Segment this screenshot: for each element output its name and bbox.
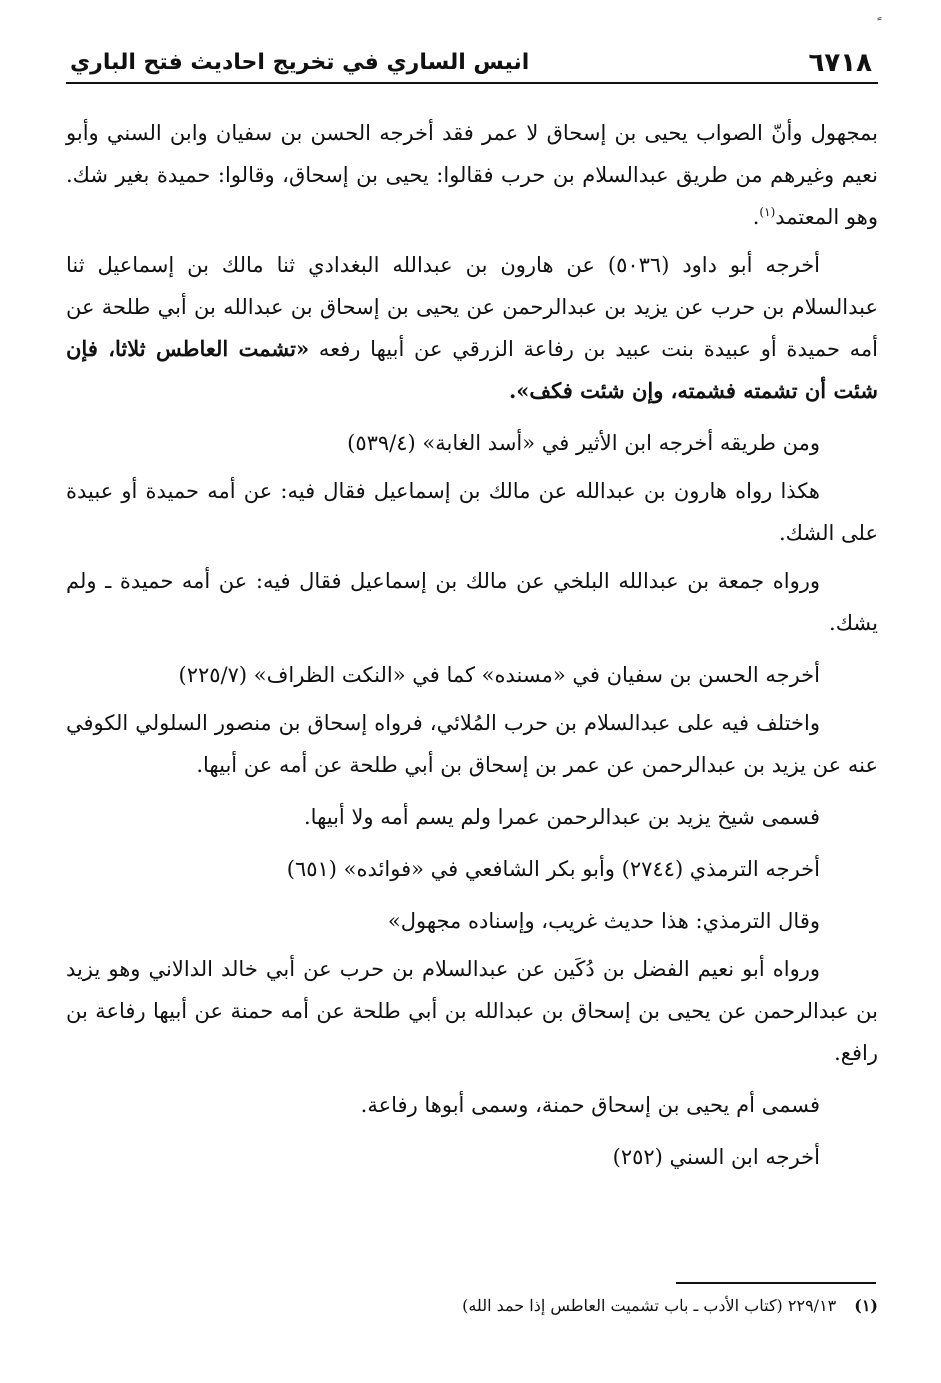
- paragraph-5: ورواه جمعة بن عبدالله البلخي عن مالك بن إسماعيل فقال فيه: عن أمه حميدة ـ ولم يشك.: [66, 569, 878, 635]
- paragraph-9: أخرجه الترمذي (٢٧٤٤) وأبو بكر الشافعي في «فوائده» (٦٥١): [286, 857, 820, 881]
- paragraph-3: ومن طريقه أخرجه ابن الأثير في «أسد الغابة» (٥٣٩/٤): [347, 431, 820, 455]
- paragraph-1: [66, 112, 878, 238]
- paragraph-1-tail: .: [752, 205, 760, 229]
- page-header: [66, 44, 878, 84]
- paragraph-7: واختلف فيه على عبدالسلام بن حرب المُلائي، فرواه إسحاق بن منصور السلولي الكوفي عنه عن يزيد بن عبدالرحمن عن عمر بن إسحاق بن أبي طلحة عن أمه عن أبيها.: [66, 711, 878, 777]
- paragraph-4: هكذا رواه هارون بن عبدالله عن مالك بن إسماعيل فقال فيه: عن أمه حميدة أو عبيدة على الشك.: [66, 479, 878, 545]
- footnote-marker: (١): [854, 1296, 878, 1315]
- paragraph-1-text: بمجهول وأنّ الصواب يحيى بن إسحاق لا عمر فقد أخرجه الحسن بن سفيان وابن السني وأبو نعيم وغيرهم من طريق عبدالسلام بن حرب فقالوا: يحيى بن إسحاق، وقالوا: حميدة بغير شك. وهو المعتمد: [66, 121, 878, 229]
- paragraph-10: وقال الترمذي: هذا حديث غريب، وإسناده مجهول»: [387, 909, 820, 933]
- footnote-separator: [676, 1282, 876, 1284]
- footnote: [66, 1293, 878, 1319]
- paragraph-2-text: أخرجه أبو داود (٥٠٣٦) عن هارون بن عبدالله البغدادي ثنا مالك بن إسماعيل ثنا عبدالسلام بن حرب عن يزيد بن عبدالرحمن عن يحيى بن إسحاق بن عبدالله بن أبي طلحة عن أمه حميدة أو عبيدة بنت عبيد بن رفاعة الزرقي عن أبيها رفعه: [66, 253, 879, 361]
- paragraph-12: فسمى أم يحيى بن إسحاق حمنة، وسمى أبوها رفاعة.: [360, 1093, 820, 1117]
- page-number: ٦٧١٨: [808, 48, 872, 78]
- running-title: انيس الساري في تخريج احاديث فتح الباري: [70, 50, 530, 75]
- paragraph-8: فسمى شيخ يزيد بن عبدالرحمن عمرا ولم يسم أمه ولا أبيها.: [304, 805, 820, 829]
- paragraph-6: أخرجه الحسن بن سفيان في «مسنده» كما في «النكت الظراف» (٢٢٥/٧): [178, 663, 820, 687]
- paragraph-11: ورواه أبو نعيم الفضل بن دُكَين عن عبدالسلام بن حرب عن أبي خالد الدالاني وهو يزيد بن عبدالرحمن عن يحيى بن إسحاق بن عبدالله بن أبي طلحة عن أمه حمنة عن أبيها رفاعة بن رافع.: [66, 957, 878, 1065]
- footnote-text: ٢٢٩/١٣ (كتاب الأدب ـ باب تشميت العاطس إذا حمد الله): [462, 1296, 837, 1315]
- footnote-ref: (١): [759, 205, 776, 219]
- hadith-text: «تشمت العاطس ثلاثا، فإن شئت أن تشمته فشمته، وإن شئت فكف».: [66, 336, 878, 403]
- paragraph-13: أخرجه ابن السني (٢٥٢): [612, 1145, 820, 1169]
- header-rule: [66, 82, 878, 84]
- body-text: [66, 112, 878, 1178]
- paragraph-2: [66, 244, 878, 412]
